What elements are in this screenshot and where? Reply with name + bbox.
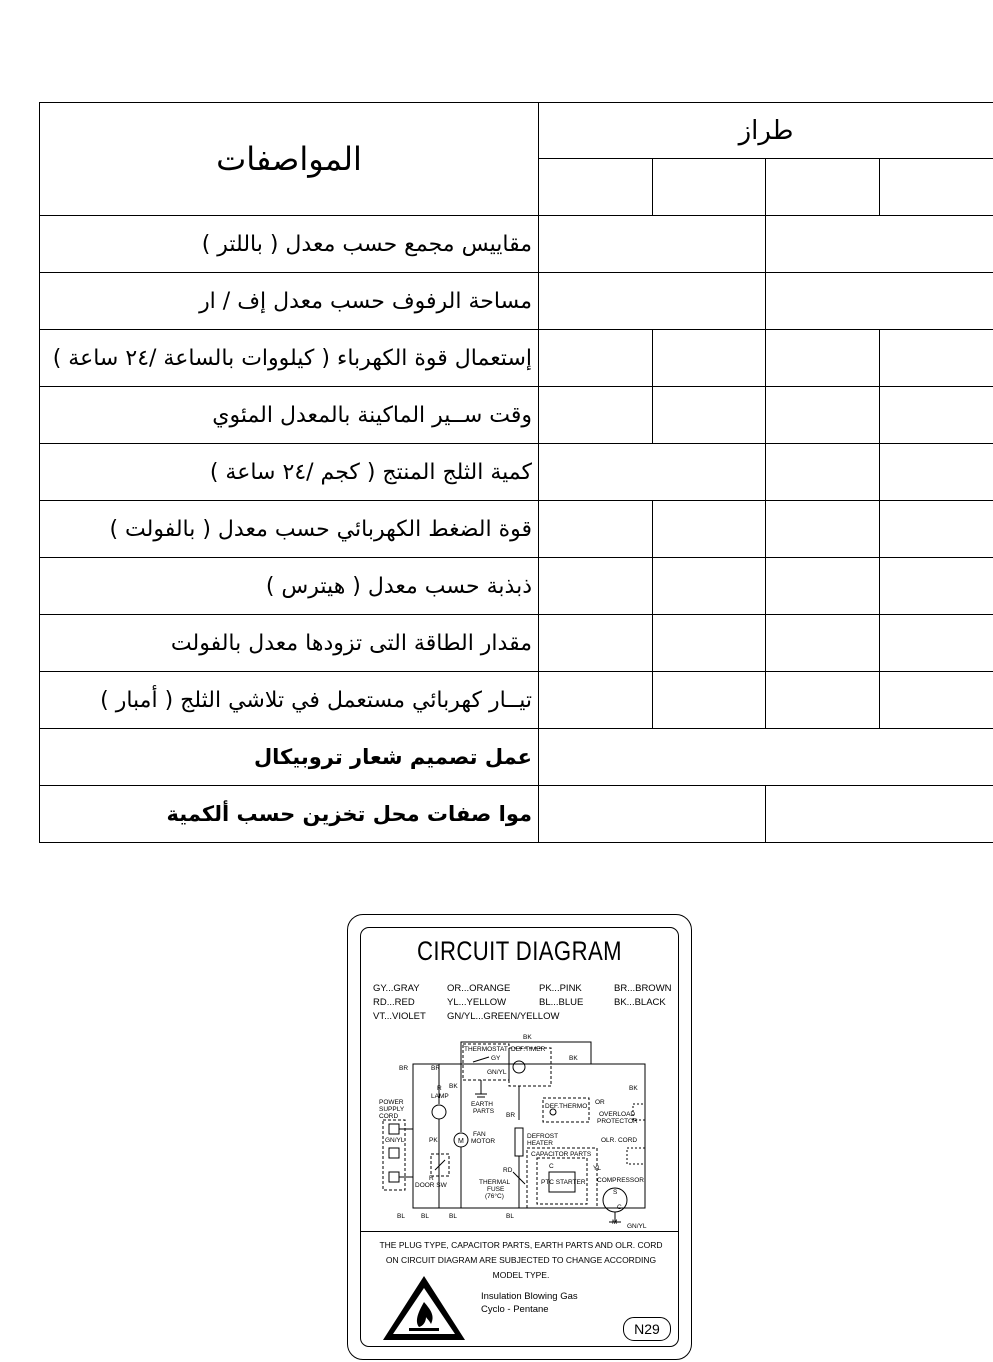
legend-item: BK...BLACK <box>614 997 666 1008</box>
def-timer-label: DEF.TIMER <box>511 1046 546 1053</box>
wire-label: BK <box>449 1083 458 1090</box>
value-cell <box>766 558 880 615</box>
diagram-title: CIRCUIT DIAGRAM <box>416 936 622 966</box>
value-cell <box>539 615 653 672</box>
wire-label: BK <box>629 1085 638 1092</box>
value-cell <box>766 330 880 387</box>
lamp-label: R <box>437 1085 442 1092</box>
table-row <box>40 501 993 558</box>
value-cell <box>766 387 880 444</box>
value-cell <box>539 216 766 273</box>
wire-label: YL <box>593 1165 601 1172</box>
model-code-badge: N29 <box>623 1317 671 1341</box>
value-cell <box>653 387 766 444</box>
wire-label: GN/YL <box>487 1069 507 1076</box>
value-cell <box>539 786 766 843</box>
row-label: قوة الضغط الكهربائي حسب معدل ( بالفولت ) <box>40 501 539 558</box>
wire-label: GY <box>491 1055 501 1062</box>
row-label: مساحة الرفوف حسب معدل إف / ار <box>40 273 539 330</box>
value-cell <box>880 501 993 558</box>
table-row <box>40 672 993 729</box>
row-label: موا صفات محل تخزين حسب ألكمية <box>40 786 539 843</box>
compressor-label: COMPRESSOR <box>597 1177 644 1184</box>
legend-item: GN/YL...GREEN/YELLOW <box>447 1011 560 1022</box>
lamp-icon <box>432 1105 446 1119</box>
table-row <box>40 330 993 387</box>
change-note: THE PLUG TYPE, CAPACITOR PARTS, EARTH PARTS AND OLR. CORD ON CIRCUIT DIAGRAM ARE SUBJECTED TO CHANGE ACCORDING MODEL TYPE. <box>379 1240 663 1280</box>
fan-motor-label: FAN <box>473 1131 486 1138</box>
wire-label: PK <box>429 1137 438 1144</box>
gas-info <box>481 1290 578 1316</box>
value-cell <box>766 615 880 672</box>
value-cell <box>539 444 766 501</box>
gas-line-2: Cyclo - Pentane <box>481 1304 549 1315</box>
wire-label: RD <box>503 1167 513 1174</box>
model-heading: طراز <box>539 103 993 159</box>
power-cord-label: SUPPLY <box>379 1106 405 1113</box>
model-cell <box>653 159 766 216</box>
wire-label: GN/YL <box>385 1137 405 1144</box>
wire-label: BL <box>449 1213 457 1220</box>
wire-label: BK <box>523 1034 532 1041</box>
wire-label: BL <box>397 1213 405 1220</box>
legend-item: OR...ORANGE <box>447 983 511 994</box>
row-label: ذبذبة حسب معدل ( هيترس ) <box>40 558 539 615</box>
value-cell <box>539 387 653 444</box>
circuit-diagram-label <box>347 914 692 1360</box>
fan-motor-symbol: M <box>458 1138 464 1145</box>
table-row <box>40 729 993 786</box>
wire-label: BL <box>506 1213 514 1220</box>
row-label: مقدار الطاقة التى تزودها معدل بالفولت <box>40 615 539 672</box>
row-label: تيــار كهربائي مستعمل في تلاشي الثلج ( أمبار ) <box>40 672 539 729</box>
model-cell <box>880 159 993 216</box>
fan-motor-label: MOTOR <box>471 1138 496 1145</box>
overload-label: OVERLOAD <box>599 1111 636 1118</box>
wire-label: BR <box>431 1065 441 1072</box>
door-switch-label: DOOR SW <box>415 1182 447 1189</box>
thermal-fuse-label: THERMAL <box>479 1179 511 1186</box>
olr-cord-label: OLR. CORD <box>601 1137 638 1144</box>
compressor-terminal: C <box>617 1204 622 1211</box>
earth-parts-label: EARTH <box>471 1101 493 1108</box>
value-cell <box>880 615 993 672</box>
row-label: مقاييس مجمع حسب معدل ( باللتر ) <box>40 216 539 273</box>
value-cell <box>880 330 993 387</box>
wire-label: BK <box>569 1055 578 1062</box>
value-cell <box>539 330 653 387</box>
value-cell <box>653 330 766 387</box>
table-row <box>40 387 993 444</box>
model-cell <box>539 159 653 216</box>
wire-label: BL <box>421 1213 429 1220</box>
overload-label: PROTECTOR <box>597 1118 638 1125</box>
value-cell <box>766 444 880 501</box>
wire-label: OR <box>595 1099 605 1106</box>
value-cell <box>539 672 653 729</box>
legend-item: BL...BLUE <box>539 997 584 1008</box>
value-cell <box>766 273 993 330</box>
thermostat-label: THERMOSTAT <box>464 1046 508 1053</box>
door-switch-label: R <box>429 1175 434 1182</box>
value-cell <box>653 615 766 672</box>
value-cell <box>766 786 993 843</box>
ptc-starter-label: PTC STARTER <box>541 1179 586 1186</box>
row-label: كمية الثلج المنتج ( كجم /٢٤ ساعة ) <box>40 444 539 501</box>
value-cell <box>539 558 653 615</box>
compressor-terminal: S <box>613 1189 618 1196</box>
model-cell <box>766 159 880 216</box>
specifications-heading: المواصفات <box>40 103 539 216</box>
value-cell <box>653 558 766 615</box>
timer-motor-icon <box>513 1061 525 1073</box>
value-cell <box>880 558 993 615</box>
capacitor-label: C <box>549 1163 554 1170</box>
def-thermo-label: DEF.THERMO <box>545 1103 588 1110</box>
thermal-fuse-label: FUSE <box>487 1186 505 1193</box>
thermal-fuse-label: (76°C) <box>485 1193 504 1200</box>
power-cord-label: CORD <box>379 1113 399 1120</box>
flammable-warning-icon <box>379 1272 469 1344</box>
legend-item: BR...BROWN <box>614 983 672 994</box>
wire-label: BR <box>506 1112 516 1119</box>
earth-parts-label: PARTS <box>473 1108 495 1115</box>
legend-item: PK...PINK <box>539 983 582 994</box>
capacitor-label: CAPACITOR PARTS <box>531 1151 592 1158</box>
defrost-heater-label: DEFROST <box>527 1133 559 1140</box>
legend-item: VT...VIOLET <box>373 1011 426 1022</box>
value-cell <box>766 672 880 729</box>
lamp-label: LAMP <box>431 1093 449 1100</box>
compressor-terminal: M <box>612 1219 618 1226</box>
value-cell <box>880 444 993 501</box>
circuit-diagram-panel <box>360 927 679 1347</box>
wire-label: GN/YL <box>627 1223 647 1229</box>
table-row <box>40 786 993 843</box>
legend-item: GY...GRAY <box>373 983 420 994</box>
value-cell <box>539 501 653 558</box>
table-row <box>40 273 993 330</box>
row-label: وقت ســير الماكينة بالمعدل المئوي <box>40 387 539 444</box>
value-cell <box>539 729 993 786</box>
defrost-heater-label: HEATER <box>527 1140 553 1147</box>
table-row <box>40 558 993 615</box>
value-cell <box>539 273 766 330</box>
value-cell <box>880 387 993 444</box>
table-row <box>40 216 993 273</box>
power-cord-label: POWER <box>379 1099 404 1106</box>
value-cell <box>653 501 766 558</box>
value-cell <box>653 672 766 729</box>
table-row <box>40 444 993 501</box>
legend-item: RD...RED <box>373 997 415 1008</box>
legend-item: YL...YELLOW <box>447 997 507 1008</box>
wiring-schematic <box>361 1024 679 1229</box>
wire-label: BR <box>399 1065 409 1072</box>
row-label: عمل تصميم شعار تروبيكال <box>40 729 539 786</box>
value-cell <box>766 216 993 273</box>
specification-table <box>39 102 993 843</box>
value-cell <box>880 672 993 729</box>
gas-line-1: Insulation Blowing Gas <box>481 1291 578 1302</box>
row-label: إستعمال قوة الكهرباء ( كيلووات بالساعة /٢٤ ساعة ) <box>40 330 539 387</box>
value-cell <box>766 501 880 558</box>
table-row <box>40 615 993 672</box>
divider <box>361 1231 678 1232</box>
